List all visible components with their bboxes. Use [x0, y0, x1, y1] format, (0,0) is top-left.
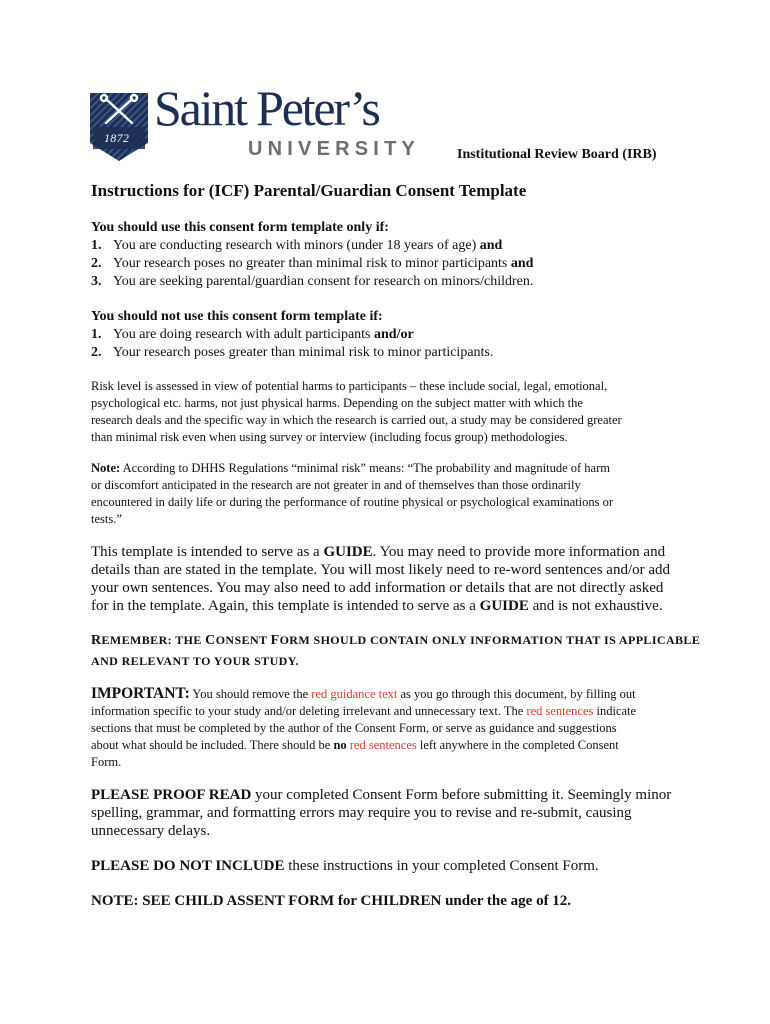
- guide-keyword: GUIDE: [479, 598, 529, 614]
- red-guidance-text: red sentences: [526, 704, 594, 718]
- small-caps-text: EMEMBER: THE: [101, 633, 206, 647]
- important-text: as you go through this document, by filling out: [397, 687, 636, 701]
- note-label: Note:: [91, 461, 121, 475]
- important-text: left anywhere in the completed Consent: [416, 738, 619, 752]
- use-if-heading: You should use this consent form template only if:: [91, 220, 389, 235]
- not-use-if-heading: You should not use this consent form template if:: [91, 309, 383, 324]
- list-number: 3.: [91, 274, 102, 289]
- important-text: indicate: [593, 704, 637, 718]
- important-text: information specific to your study and/or deleting irrelevant and unnecessary text. The: [91, 704, 527, 718]
- small-caps-text: ORM SHOULD CONTAIN ONLY INFORMATION THAT IS APPLICABLE: [279, 633, 701, 647]
- small-caps-initial: F: [270, 633, 280, 648]
- paragraph-line: spelling, grammar, and formatting errors may require you to revise and re-submit, causing: [91, 805, 632, 821]
- small-caps-initial: C: [205, 633, 216, 648]
- paragraph-line: tests.”: [91, 512, 122, 526]
- proof-read-paragraph: [91, 786, 701, 840]
- list-item-text: You are conducting research with minors (under 18 years of age): [113, 238, 480, 253]
- shield-crest-icon: [90, 93, 148, 161]
- remember-notice: [91, 630, 701, 671]
- university-logo: [90, 80, 421, 161]
- list-item: [91, 326, 701, 344]
- list-item-conjunction: and: [479, 238, 503, 253]
- logo-university-label: UNIVERSITY: [248, 138, 421, 160]
- list-number: 1.: [91, 327, 102, 342]
- list-item: [91, 344, 701, 362]
- paragraph-line: [91, 597, 701, 615]
- founding-year: 1872: [104, 131, 130, 145]
- guide-text: for in the template. Again, this template is intended to serve as a: [91, 598, 480, 614]
- list-number: 1.: [91, 238, 102, 253]
- emphasis-no: no: [333, 738, 347, 752]
- important-text: about what should be included. There should be: [91, 738, 334, 752]
- small-caps-text: ONSENT: [215, 633, 271, 647]
- irb-label: Institutional Review Board (IRB): [457, 147, 657, 162]
- paragraph-line: than minimal risk even when using survey or interview (including focus group) methodologies.: [91, 430, 568, 444]
- important-text: You should remove the: [189, 687, 312, 701]
- red-guidance-text: red sentences: [349, 738, 417, 752]
- list-item-conjunction: and/or: [374, 327, 414, 342]
- note-paragraph: [91, 460, 701, 528]
- not-use-if-section: [91, 308, 701, 362]
- guide-text: . You may need to provide more information and: [372, 544, 666, 560]
- paragraph-line: [91, 460, 701, 477]
- paragraph-line: your own sentences. You may also need to add information or details that are not directly asked: [91, 580, 664, 596]
- list-item: [91, 273, 701, 291]
- note-text: According to DHHS Regulations “minimal risk” means: “The probability and magnitude of harm: [120, 461, 610, 475]
- paragraph-line: unnecessary delays.: [91, 823, 211, 839]
- paragraph-line: sections that must be completed by the author of the Consent Form, or serve as guidance and suggestions: [91, 721, 617, 735]
- paragraph-line: [91, 685, 701, 703]
- paragraph-line: encountered in daily life or during the performance of routine physical or psychological examinations or: [91, 495, 614, 509]
- list-number: 2.: [91, 345, 102, 360]
- paragraph-line: Form.: [91, 755, 122, 769]
- list-number: 2.: [91, 256, 102, 271]
- small-caps-initial: R: [91, 633, 102, 648]
- risk-paragraph: [91, 378, 701, 446]
- guide-text: This template is intended to serve as a: [91, 544, 324, 560]
- list-item-conjunction: and: [510, 256, 534, 271]
- important-label: IMPORTANT:: [91, 685, 190, 702]
- paragraph-line: details than are stated in the template. You will most likely need to re-word sentences and/or add: [91, 562, 671, 578]
- paragraph-line: [91, 630, 701, 651]
- paragraph-line: research deals and the specific way in which the research is carried out, a study may be considered greater: [91, 413, 622, 427]
- exclude-paragraph: [91, 857, 701, 875]
- paragraph-line: [91, 543, 701, 561]
- list-item: [91, 237, 701, 255]
- list-item: [91, 255, 701, 273]
- proof-read-text: your completed Consent Form before submitting it. Seemingly minor: [251, 787, 672, 803]
- paragraph-line: [91, 703, 701, 720]
- paragraph-line: Risk level is assessed in view of potential harms to participants – these include social, legal, emotional,: [91, 379, 608, 393]
- paragraph-line: [91, 786, 701, 804]
- exclude-label: PLEASE DO NOT INCLUDE: [91, 858, 285, 874]
- guide-keyword: GUIDE: [323, 544, 373, 560]
- list-item-text: Your research poses no greater than minimal risk to minor participants: [113, 256, 511, 271]
- guide-text: and is not exhaustive.: [528, 598, 663, 614]
- list-item-text: You are doing research with adult participants: [113, 327, 375, 342]
- use-if-section: [91, 219, 701, 291]
- red-guidance-text: red guidance text: [311, 687, 398, 701]
- list-item-text: Your research poses greater than minimal risk to minor participants.: [113, 345, 494, 360]
- logo-wordmark: Saint Peter’s: [154, 80, 379, 136]
- proof-read-label: PLEASE PROOF READ: [91, 787, 252, 803]
- paragraph-line: AND RELEVANT TO YOUR STUDY.: [91, 654, 300, 668]
- page-title: Instructions for (ICF) Parental/Guardian Consent Template: [91, 181, 527, 200]
- guide-paragraph: [91, 543, 701, 615]
- child-assent-note: NOTE: SEE CHILD ASSENT FORM for CHILDREN under the age of 12.: [91, 893, 572, 909]
- list-item-text: You are seeking parental/guardian consent for research on minors/children.: [113, 274, 534, 289]
- paragraph-line: [91, 737, 701, 754]
- important-paragraph: [91, 685, 701, 771]
- paragraph-line: psychological etc. harms, not just physical harms. Depending on the subject matter with which the: [91, 396, 583, 410]
- exclude-text: these instructions in your completed Consent Form.: [284, 858, 599, 874]
- paragraph-line: or discomfort anticipated in the research are not greater in and of themselves than those ordinarily: [91, 478, 581, 492]
